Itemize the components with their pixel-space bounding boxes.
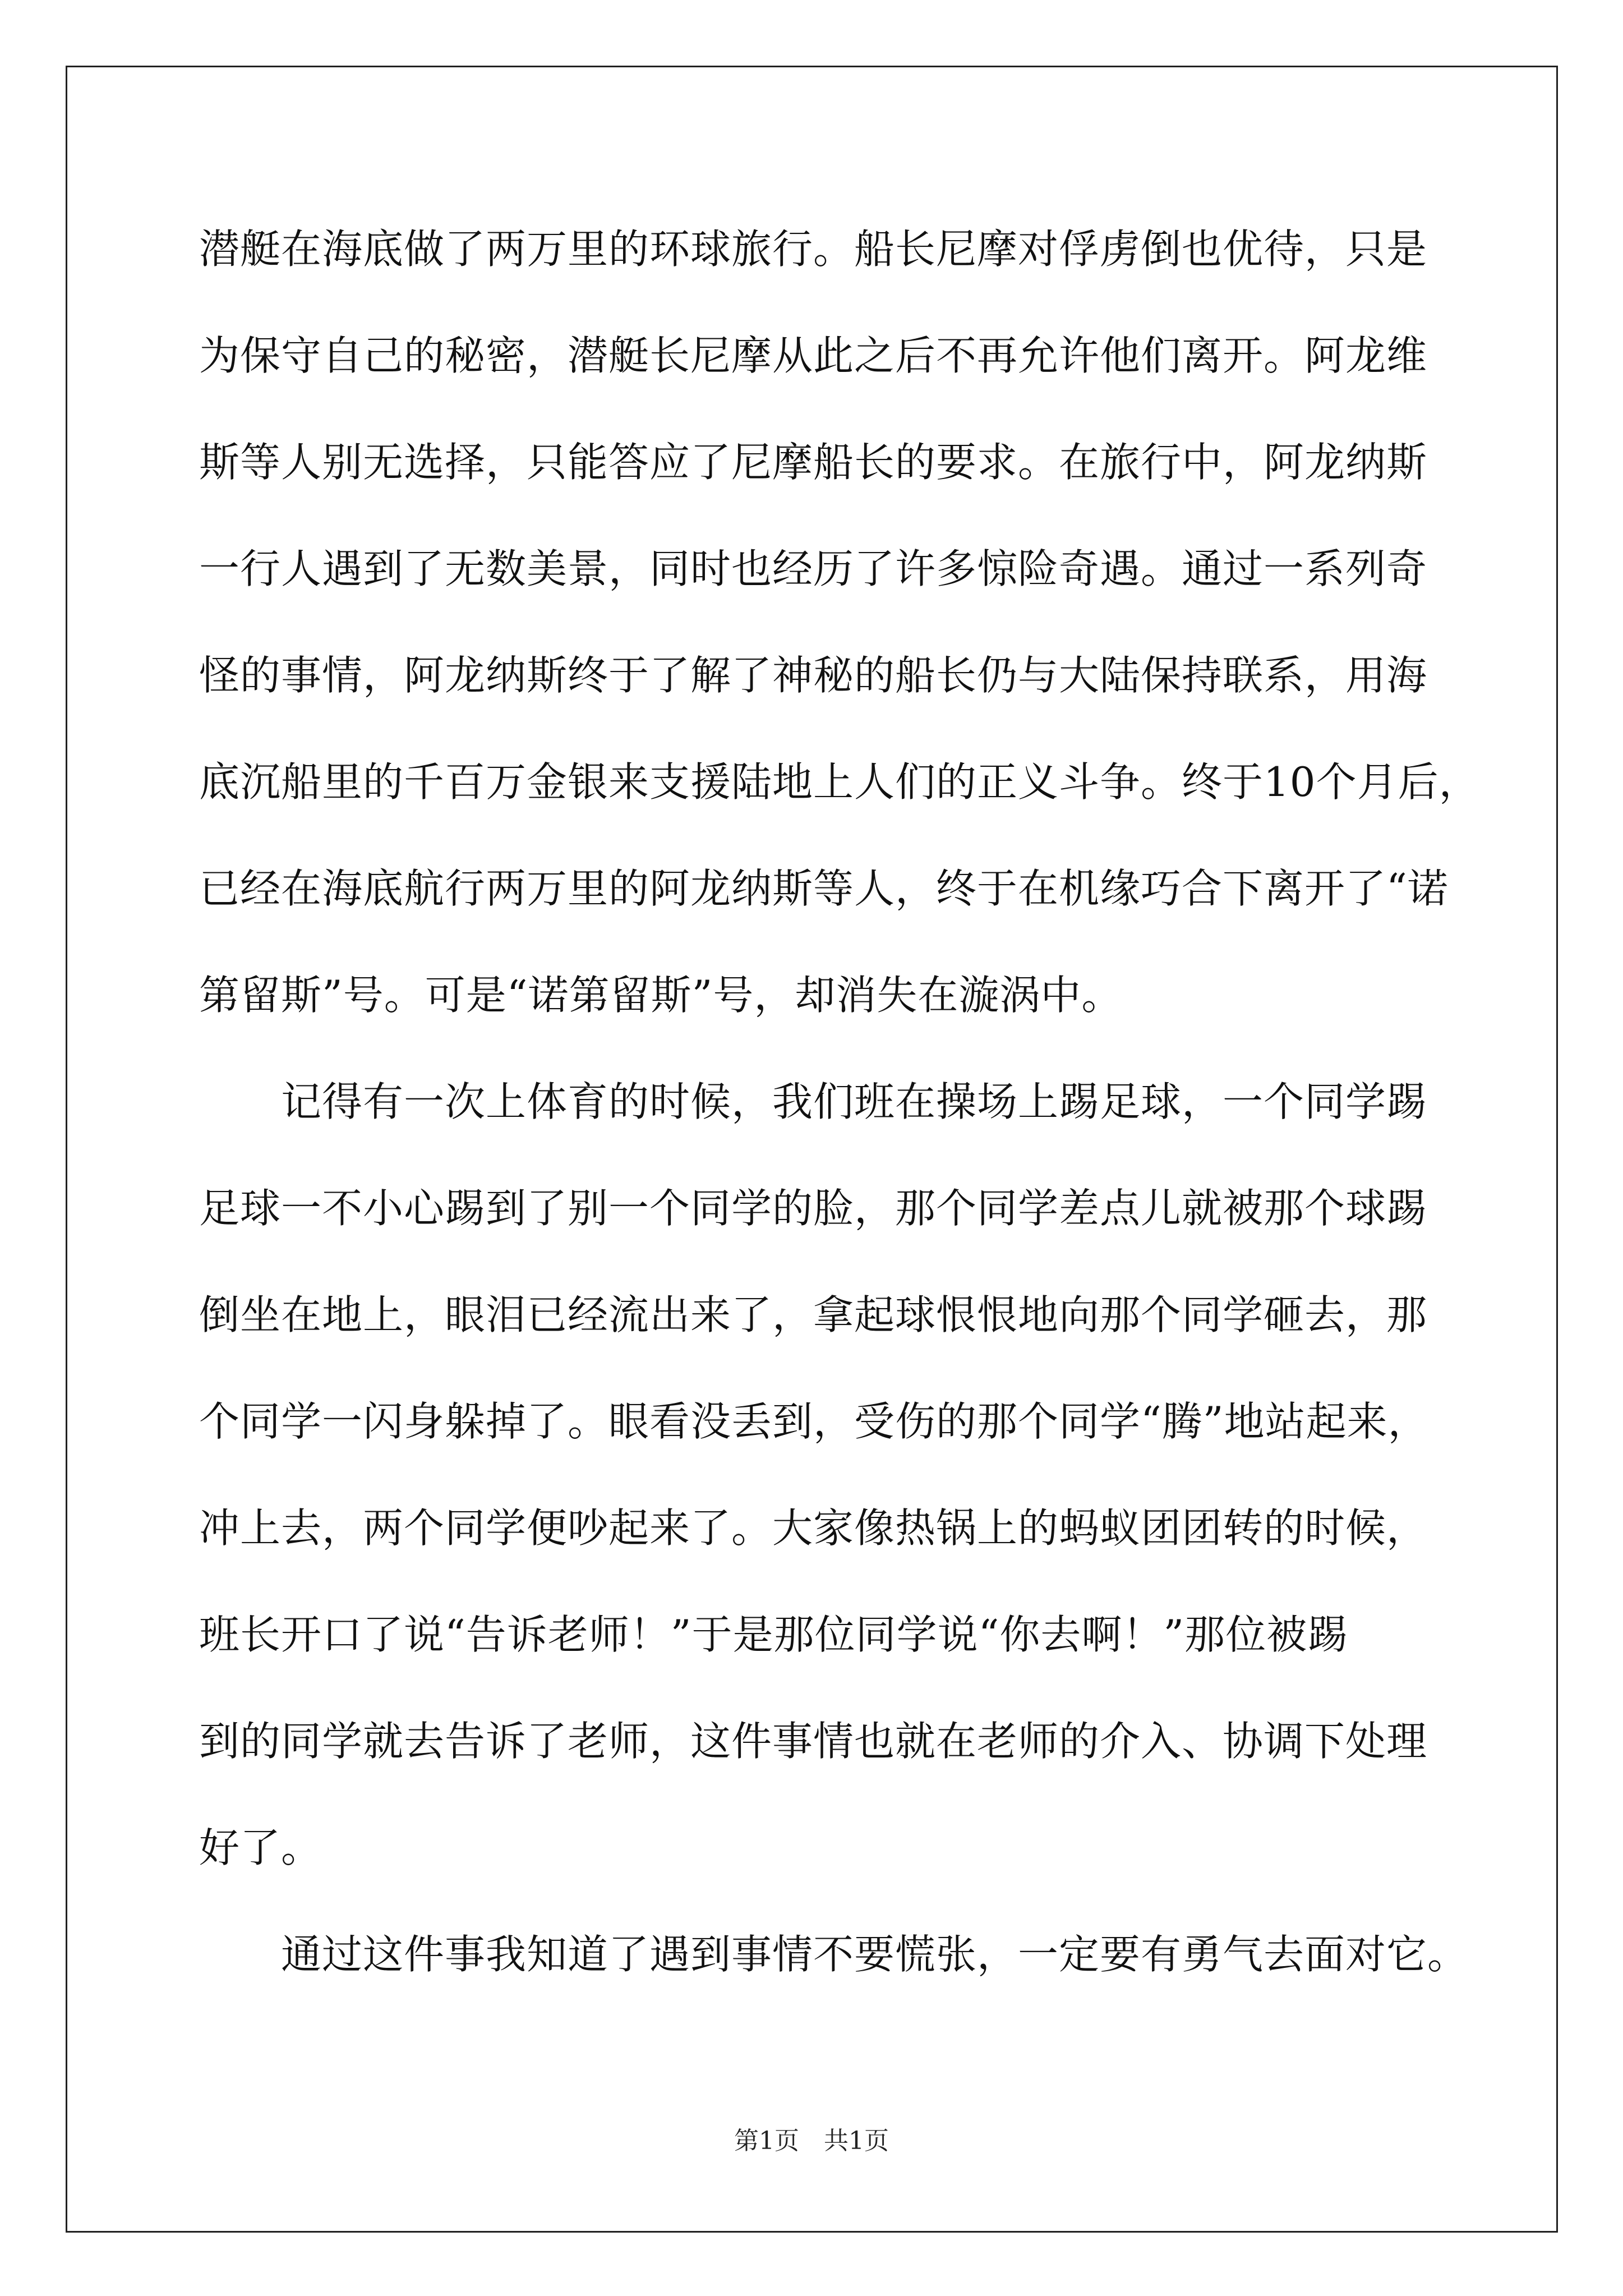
- text-line: 斯等人别无选择，只能答应了尼摩船长的要求。在旅行中，阿龙纳斯: [199, 439, 1428, 486]
- text-line: 第留斯”号。可是“诺第留斯”号，却消失在漩涡中。: [199, 972, 1123, 1019]
- text-line: 记得有一次上体育的时候，我们班在操场上踢足球，一个同学踢: [199, 1078, 1428, 1125]
- text-line: 底沉船里的千百万金银来支援陆地上人们的正义斗争。终于10个月后，: [199, 758, 1480, 806]
- text-line: 个同学一闪身躲掉了。眼看没丢到，受伤的那个同学“腾”地站起来，: [199, 1398, 1429, 1445]
- text-line: 好了。: [199, 1824, 322, 1871]
- text-line: 冲上去，两个同学便吵起来了。大家像热锅上的蚂蚁团团转的时候，: [199, 1504, 1428, 1552]
- text-line: 倒坐在地上，眼泪已经流出来了，拿起球恨恨地向那个同学砸去，那: [199, 1291, 1428, 1338]
- text-line: 为保守自己的秘密，潜艇长尼摩从此之后不再允许他们离开。阿龙维: [199, 332, 1428, 379]
- text-line: 潜艇在海底做了两万里的环球旅行。船长尼摩对俘虏倒也优待，只是: [199, 226, 1428, 273]
- page-number: 第1页 共1页: [734, 2127, 889, 2155]
- text-line: 到的同学就去告诉了老师，这件事情也就在老师的介入、协调下处理: [199, 1718, 1428, 1765]
- document-body: [199, 220, 1480, 2032]
- text-line: 一行人遇到了无数美景，同时也经历了许多惊险奇遇。通过一系列奇: [199, 545, 1428, 592]
- text-line: 怪的事情，阿龙纳斯终于了解了神秘的船长仍与大陆保持联系，用海: [199, 652, 1428, 699]
- text-line: 通过这件事我知道了遇到事情不要慌张，一定要有勇气去面对它。: [199, 1931, 1469, 1978]
- text-line: 已经在海底航行两万里的阿龙纳斯等人，终于在机缘巧合下离开了“诺: [199, 865, 1449, 912]
- text-line: 班长开口了说“告诉老师！”于是那位同学说“你去啊！”那位被踢: [199, 1611, 1349, 1658]
- text-line: 足球一不小心踢到了别一个同学的脸，那个同学差点儿就被那个球踢: [199, 1185, 1428, 1232]
